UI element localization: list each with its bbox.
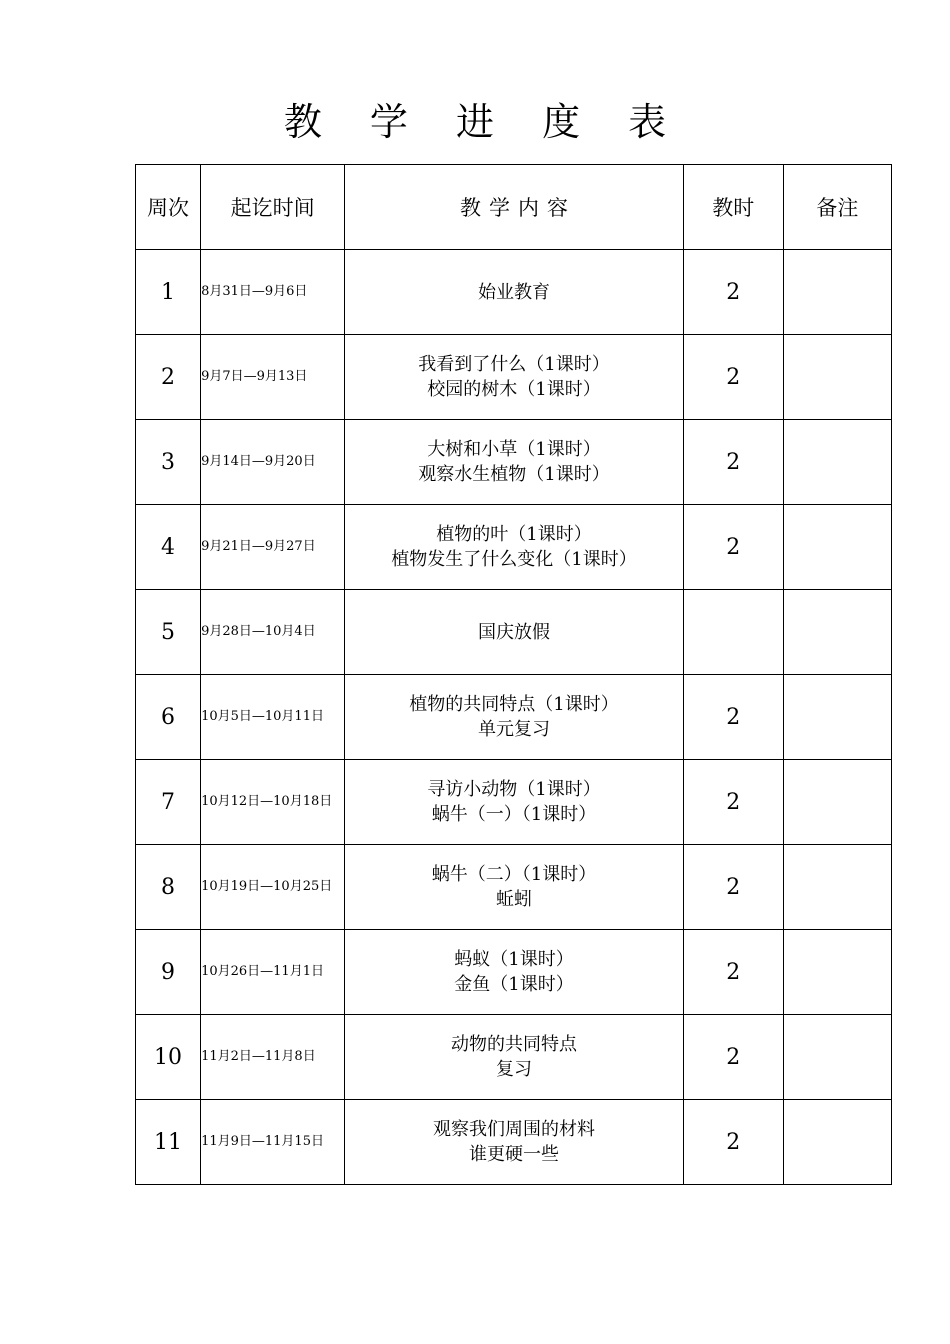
lesson-content (345, 420, 683, 505)
header-hours: 教时 (683, 165, 783, 250)
class-hours: 2 (683, 335, 783, 420)
table-row (136, 675, 892, 760)
remarks (783, 590, 891, 675)
remarks (783, 1100, 891, 1185)
lesson-content (345, 590, 683, 675)
table-row (136, 420, 892, 505)
header-note: 备注 (783, 165, 891, 250)
date-range: 10月26日—11月1日 (201, 930, 345, 1015)
week-number: 1 (136, 250, 201, 335)
date-range: 11月2日—11月8日 (201, 1015, 345, 1100)
week-number: 3 (136, 420, 201, 505)
class-hours: 2 (683, 420, 783, 505)
date-range: 8月31日—9月6日 (201, 250, 345, 335)
date-range: 10月5日—10月11日 (201, 675, 345, 760)
week-number: 10 (136, 1015, 201, 1100)
date-range: 9月7日—9月13日 (201, 335, 345, 420)
lesson-content (345, 845, 683, 930)
lesson-line: 观察我们周围的材料 (432, 1119, 595, 1140)
lesson-line: 蚯蚓 (495, 889, 532, 910)
lesson-line: 观察水生植物（1课时） (418, 464, 610, 485)
lesson-content (345, 335, 683, 420)
week-number: 6 (136, 675, 201, 760)
date-range: 9月14日—9月20日 (201, 420, 345, 505)
remarks (783, 760, 891, 845)
lesson-line: 植物的叶（1课时） (436, 524, 592, 545)
page-title: 教 学 进 度 表 (283, 100, 685, 144)
class-hours: 2 (683, 505, 783, 590)
table-row (136, 1015, 892, 1100)
class-hours: 2 (683, 845, 783, 930)
week-number: 5 (136, 590, 201, 675)
table-row (136, 335, 892, 420)
table-row (136, 590, 892, 675)
table-row (136, 505, 892, 590)
header-date: 起讫时间 (201, 165, 345, 250)
class-hours: 2 (683, 1015, 783, 1100)
remarks (783, 1015, 891, 1100)
lesson-line: 寻访小动物（1课时） (427, 779, 601, 800)
week-number: 2 (136, 335, 201, 420)
table-header-row (136, 165, 892, 250)
lesson-line: 植物发生了什么变化（1课时） (391, 549, 637, 570)
lesson-line: 蜗牛（二）（1课时） (431, 864, 597, 885)
header-week: 周次 (136, 165, 201, 250)
remarks (783, 505, 891, 590)
table-row (136, 930, 892, 1015)
lesson-line: 蚂蚁（1课时） (454, 949, 574, 970)
lesson-line: 金鱼（1课时） (454, 974, 574, 995)
table-row (136, 845, 892, 930)
week-number: 11 (136, 1100, 201, 1185)
lesson-content (345, 1015, 683, 1100)
table-row (136, 1100, 892, 1185)
date-range: 11月9日—11月15日 (201, 1100, 345, 1185)
lesson-content (345, 675, 683, 760)
week-number: 4 (136, 505, 201, 590)
schedule-table (135, 164, 892, 1185)
class-hours: 2 (683, 675, 783, 760)
remarks (783, 845, 891, 930)
lesson-line: 大树和小草（1课时） (427, 439, 601, 460)
remarks (783, 930, 891, 1015)
class-hours: 2 (683, 930, 783, 1015)
remarks (783, 335, 891, 420)
class-hours: 2 (683, 250, 783, 335)
date-range: 9月28日—10月4日 (201, 590, 345, 675)
date-range: 9月21日—9月27日 (201, 505, 345, 590)
lesson-line: 植物的共同特点（1课时） (409, 694, 619, 715)
date-range: 10月12日—10月18日 (201, 760, 345, 845)
lesson-line: 谁更硬一些 (468, 1144, 559, 1165)
class-hours: 2 (683, 760, 783, 845)
week-number: 9 (136, 930, 201, 1015)
schedule-body (136, 250, 892, 1185)
lesson-line: 蜗牛（一）（1课时） (431, 804, 597, 825)
lesson-line: 复习 (495, 1059, 532, 1080)
week-number: 7 (136, 760, 201, 845)
lesson-line: 动物的共同特点 (450, 1034, 577, 1055)
lesson-content (345, 505, 683, 590)
table-row (136, 250, 892, 335)
lesson-line: 始业教育 (477, 281, 550, 303)
lesson-content (345, 760, 683, 845)
lesson-content (345, 250, 683, 335)
lesson-content (345, 930, 683, 1015)
lesson-content (345, 1100, 683, 1185)
lesson-line: 单元复习 (477, 719, 550, 740)
remarks (783, 250, 891, 335)
remarks (783, 675, 891, 760)
class-hours: 2 (683, 1100, 783, 1185)
class-hours (683, 590, 783, 675)
lesson-line: 我看到了什么（1课时） (418, 354, 610, 375)
table-row (136, 760, 892, 845)
date-range: 10月19日—10月25日 (201, 845, 345, 930)
week-number: 8 (136, 845, 201, 930)
header-content: 教学内容 (345, 165, 683, 250)
lesson-line: 国庆放假 (477, 621, 550, 643)
lesson-line: 校园的树木（1课时） (427, 379, 601, 400)
remarks (783, 420, 891, 505)
